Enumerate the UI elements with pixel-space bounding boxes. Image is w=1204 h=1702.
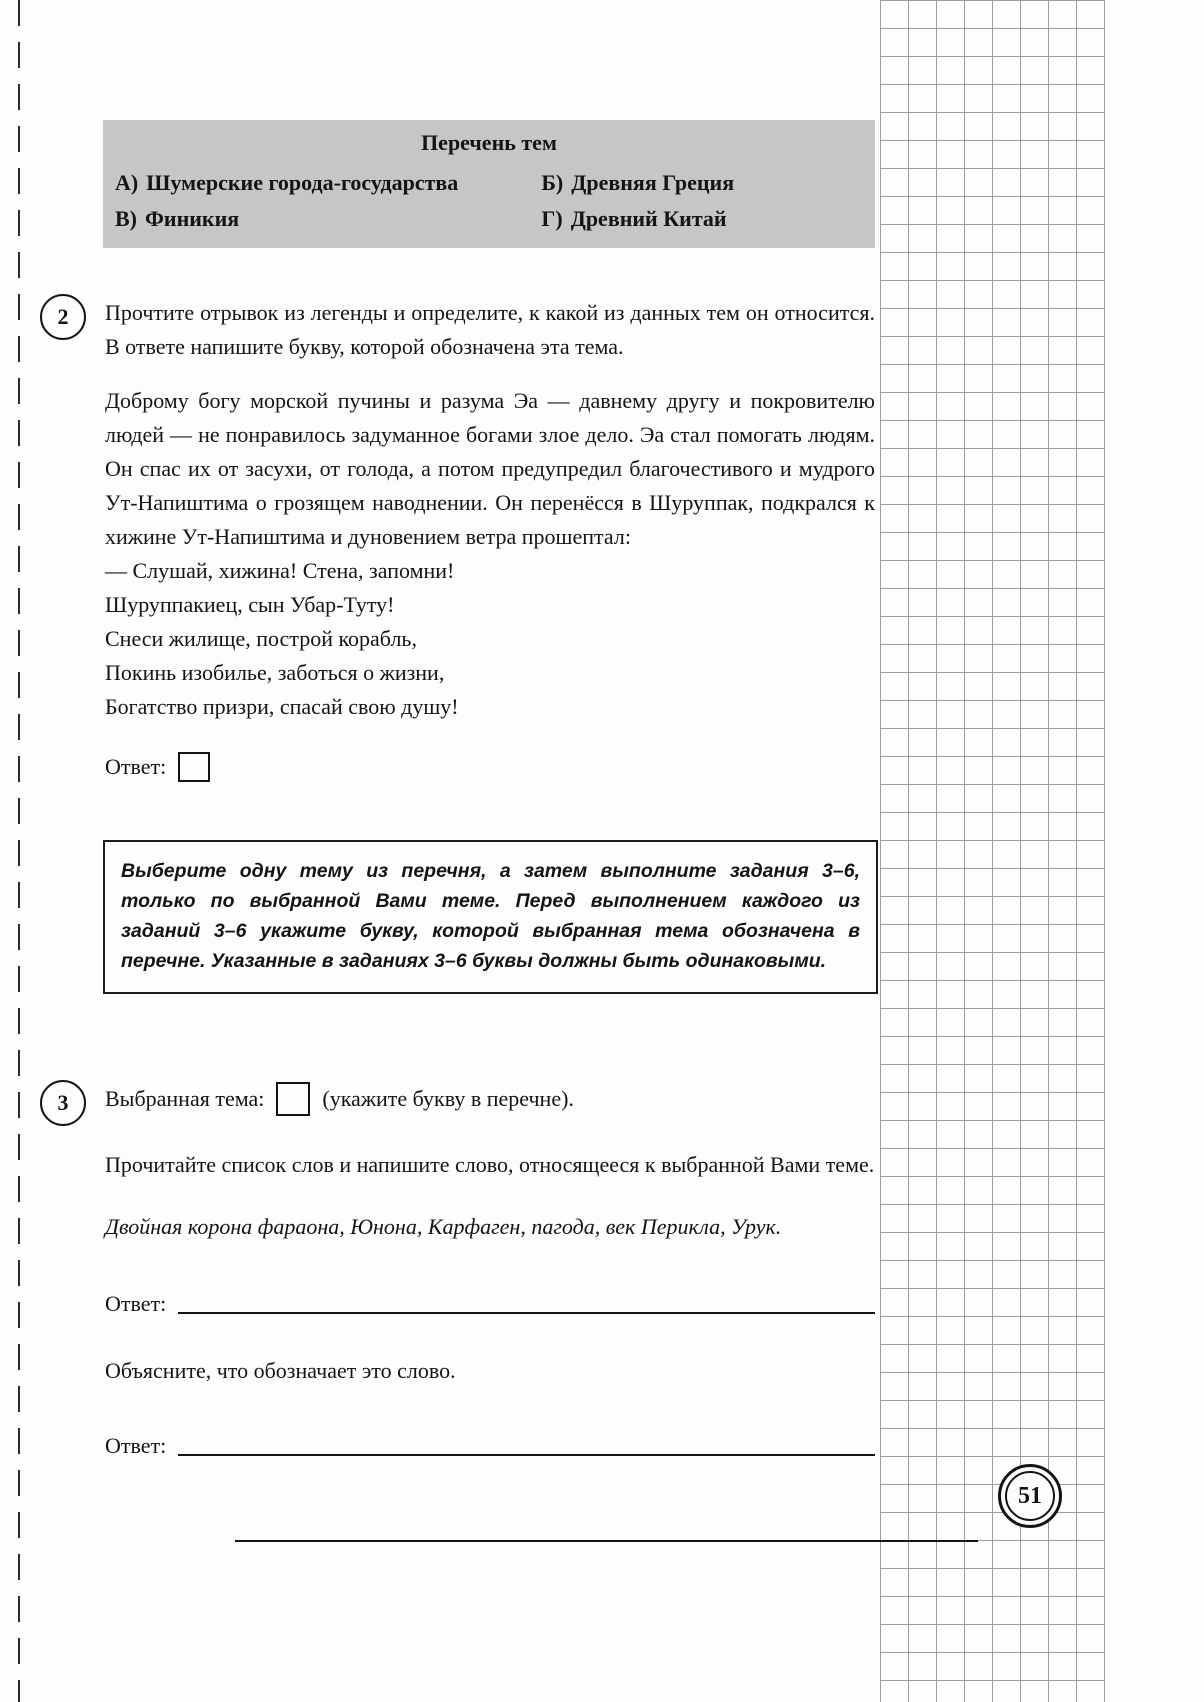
verse-line: Покинь изобилье, заботься о жизни, [105,660,445,685]
instruction-box: Выберите одну тему из перечня, а затем выполните задания 3–6, только по выбранной Вами теме. Перед выполнением каждого из заданий 3–6 укажите букву, которой выбранная тема обозначена в перечне. Указанные в заданиях 3–6 буквы должны быть одинаковыми. [103,840,878,994]
chosen-theme-label: Выбранная тема: [105,1086,265,1111]
answer-label: Ответ: [105,1433,167,1458]
topics-list [115,170,863,232]
question-3-text [105,1082,875,1542]
verse-line: Шуруппакиец, сын Убар-Туту! [105,592,395,617]
topic-letter: А) [115,170,139,195]
grid-paper-margin [880,0,1105,1702]
topics-list-box [103,120,875,248]
answer-letter-box[interactable] [178,752,210,782]
topic-label: Финикия [145,206,240,231]
question-2-number-circle: 2 [40,294,86,340]
verse-line: Снеси жилище, построй корабль, [105,626,417,651]
question-3-word-list: Двойная корона фараона, Юнона, Карфаген, пагода, век Перикла, Урук. [105,1214,782,1239]
answer-write-line[interactable] [178,1294,875,1314]
question-3-prompt: Прочитайте список слов и напишите слово, относящееся к выбранной Вами теме. [105,1152,875,1177]
answer-write-line[interactable] [178,1436,875,1456]
question-2-answer-row [105,752,875,782]
answer-continuation-line[interactable] [235,1522,978,1542]
topic-letter: Г) [541,206,563,231]
topic-item-a [115,170,541,196]
chosen-theme-letter-box[interactable] [276,1082,310,1116]
topic-label: Шумерские города-государства [146,170,459,195]
topic-item-v [115,206,541,232]
topics-list-title: Перечень тем [421,130,557,155]
question-2-passage: Доброму богу морской пучины и разума Эа — давнему другу и покровителю людей — не понравилось задуманное богами злое дело. Эа стал помогать людям. Он спас их от засухи, от голода, а потом предупредил благочестивого и мудрого Ут-Напиштима о грозящем наводнении. Он перенёсся в Шуруппак, подкрался к хижине Ут-Напиштима и дуновением ветра прошептал: [105,388,875,549]
topic-item-b [541,170,863,196]
question-3-explain-prompt: Объясните, что обозначает это слово. [105,1358,456,1383]
topic-item-g [541,206,863,232]
answer-label: Ответ: [105,1291,167,1316]
topic-letter: В) [115,206,137,231]
question-3 [0,1082,880,1542]
question-3-answer-row-2 [105,1432,875,1460]
answer-label: Ответ: [105,754,167,779]
page-number: 51 [1005,1471,1055,1521]
verse-line: — Слушай, хижина! Стена, запомни! [105,558,455,583]
topic-label: Древняя Греция [571,170,735,195]
question-3-number-circle: 3 [40,1080,86,1126]
question-2-prompt: Прочтите отрывок из легенды и определите, к какой из данных тем он относится. В ответе напишите букву, которой обозначена эта тема. [105,300,875,359]
page-number-badge [998,1464,1062,1528]
question-2-verse [105,554,875,724]
topic-letter: Б) [541,170,564,195]
question-2-text [105,296,875,782]
chosen-theme-hint: (укажите букву в перечне). [322,1086,574,1111]
question-3-answer-row-1 [105,1290,875,1318]
question-2 [0,296,880,782]
verse-line: Богатство призри, спасай свою душу! [105,694,459,719]
chosen-theme-row [105,1082,875,1116]
topic-label: Древний Китай [570,206,727,231]
